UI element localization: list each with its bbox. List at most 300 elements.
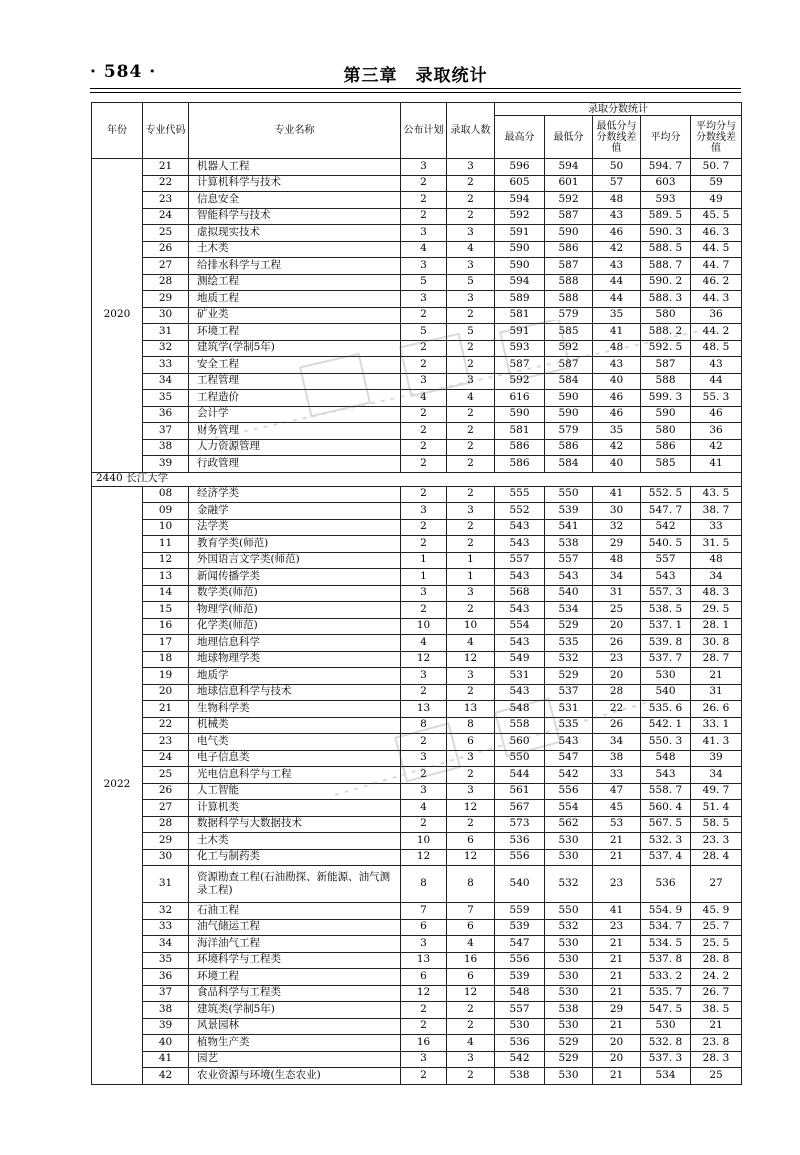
min-diff-cell: 20 [593,1035,641,1052]
min-diff-cell: 45 [593,800,641,817]
max-cell: 536 [495,1035,545,1052]
plan-cell: 1 [401,552,447,569]
min-diff-cell: 33 [593,767,641,784]
max-cell: 555 [495,486,545,503]
block-2020 [92,159,742,473]
max-cell: 548 [495,985,545,1002]
avg-cell: 537. 1 [641,618,691,635]
plan-cell: 3 [401,936,447,953]
avg-cell: 540. 5 [641,536,691,553]
min-cell: 584 [545,373,593,390]
avg-diff-cell: 59 [691,175,742,192]
admit-cell: 2 [447,175,495,192]
min-cell: 587 [545,258,593,275]
chapter-title: 第三章 录取统计 [343,66,488,86]
block-2022 [92,486,742,1084]
code-cell: 23 [143,734,189,751]
avg-cell: 587 [641,357,691,374]
avg-cell: 534. 7 [641,919,691,936]
min-cell: 587 [545,357,593,374]
min-diff-cell: 47 [593,783,641,800]
avg-cell: 537. 7 [641,651,691,668]
avg-diff-cell: 46. 3 [691,225,742,242]
min-cell: 547 [545,750,593,767]
plan-cell: 5 [401,324,447,341]
max-cell: 560 [495,734,545,751]
max-cell: 542 [495,1051,545,1068]
min-cell: 530 [545,985,593,1002]
table-row [92,651,742,668]
code-cell: 25 [143,225,189,242]
code-cell: 28 [143,816,189,833]
table-row [92,340,742,357]
code-cell: 26 [143,241,189,258]
plan-cell: 2 [401,423,447,440]
min-cell: 530 [545,1018,593,1035]
code-cell: 31 [143,324,189,341]
avg-diff-cell: 51. 4 [691,800,742,817]
name-cell: 环境科学与工程类 [189,952,401,969]
max-cell: 590 [495,406,545,423]
avg-cell: 558. 7 [641,783,691,800]
admit-cell: 6 [447,734,495,751]
min-diff-cell: 34 [593,734,641,751]
avg-cell: 592. 5 [641,340,691,357]
plan-cell: 2 [401,519,447,536]
plan-cell: 2 [401,307,447,324]
table-row [92,225,742,242]
max-cell: 543 [495,684,545,701]
max-cell: 530 [495,1018,545,1035]
name-cell: 生物科学类 [189,701,401,718]
avg-diff-cell: 21 [691,1018,742,1035]
score-group-header: 录取分数统计 [495,103,742,116]
table-row [92,1068,742,1085]
avg-diff-cell: 28. 8 [691,952,742,969]
university-label [92,472,742,486]
plan-cell: 2 [401,684,447,701]
admit-cell: 12 [447,651,495,668]
name-cell: 虚拟现实技术 [189,225,401,242]
avg-cell: 552. 5 [641,486,691,503]
min-diff-cell: 42 [593,241,641,258]
min-cell: 601 [545,175,593,192]
max-cell: 544 [495,767,545,784]
min-cell: 588 [545,274,593,291]
col-min-diff-header: 最低分与分数线差值 [593,116,641,159]
name-cell: 测绘工程 [189,274,401,291]
table-row [92,635,742,652]
name-cell: 土木类 [189,241,401,258]
admit-cell: 2 [447,816,495,833]
code-cell: 17 [143,635,189,652]
name-cell: 建筑学(学制5年) [189,340,401,357]
table-row [92,439,742,456]
min-diff-cell: 21 [593,969,641,986]
admit-cell: 12 [447,800,495,817]
min-cell: 554 [545,800,593,817]
code-cell: 31 [143,866,189,903]
admit-cell: 2 [447,767,495,784]
admit-cell: 12 [447,985,495,1002]
avg-diff-cell: 23. 8 [691,1035,742,1052]
min-diff-cell: 31 [593,585,641,602]
min-diff-cell: 21 [593,833,641,850]
year-cell: 2022 [92,486,143,1084]
avg-cell: 530 [641,668,691,685]
min-cell: 539 [545,503,593,520]
min-cell: 542 [545,767,593,784]
avg-diff-cell: 46. 2 [691,274,742,291]
code-cell: 27 [143,800,189,817]
max-cell: 591 [495,324,545,341]
max-cell: 543 [495,519,545,536]
min-diff-cell: 41 [593,324,641,341]
avg-diff-cell: 45. 9 [691,903,742,920]
min-cell: 540 [545,585,593,602]
name-cell: 会计学 [189,406,401,423]
avg-diff-cell: 28. 3 [691,1051,742,1068]
min-cell: 529 [545,618,593,635]
admit-cell: 2 [447,307,495,324]
table-row [92,734,742,751]
table-row [92,800,742,817]
min-diff-cell: 46 [593,225,641,242]
avg-diff-cell: 36 [691,307,742,324]
avg-diff-cell: 21 [691,668,742,685]
col-min-header: 最低分 [545,116,593,159]
plan-cell: 12 [401,985,447,1002]
min-diff-cell: 26 [593,717,641,734]
table-row [92,324,742,341]
admit-cell: 2 [447,192,495,209]
name-cell: 安全工程 [189,357,401,374]
admit-cell: 2 [447,536,495,553]
table-row [92,849,742,866]
max-cell: 531 [495,668,545,685]
admit-cell: 3 [447,1051,495,1068]
name-cell: 风景园林 [189,1018,401,1035]
code-cell: 30 [143,849,189,866]
admit-cell: 6 [447,969,495,986]
admit-cell: 16 [447,952,495,969]
table-row [92,952,742,969]
admit-cell: 8 [447,717,495,734]
table-row [92,307,742,324]
plan-cell: 2 [401,767,447,784]
max-cell: 594 [495,192,545,209]
min-diff-cell: 46 [593,390,641,407]
min-cell: 590 [545,390,593,407]
avg-cell: 590. 3 [641,225,691,242]
avg-cell: 554. 9 [641,903,691,920]
table-row [92,423,742,440]
avg-cell: 560. 4 [641,800,691,817]
min-diff-cell: 25 [593,602,641,619]
min-diff-cell: 21 [593,936,641,953]
name-cell: 光电信息科学与工程 [189,767,401,784]
avg-cell: 580 [641,423,691,440]
avg-diff-cell: 25. 7 [691,919,742,936]
admit-cell: 3 [447,291,495,308]
table-row [92,668,742,685]
name-cell: 外国语言文学类(师范) [189,552,401,569]
name-cell: 土木类 [189,833,401,850]
table-row [92,816,742,833]
avg-diff-cell: 27 [691,866,742,903]
avg-diff-cell: 26. 6 [691,701,742,718]
name-cell: 工程管理 [189,373,401,390]
col-plan-header: 公布计划 [401,103,447,159]
plan-cell: 4 [401,241,447,258]
table-row [92,767,742,784]
max-cell: 586 [495,456,545,473]
code-cell: 18 [143,651,189,668]
min-cell: 534 [545,602,593,619]
name-cell: 地球信息科学与技术 [189,684,401,701]
table-row [92,903,742,920]
min-cell: 530 [545,936,593,953]
col-code-header: 专业代码 [143,103,189,159]
max-cell: 605 [495,175,545,192]
plan-cell: 2 [401,192,447,209]
avg-diff-cell: 29. 5 [691,602,742,619]
min-diff-cell: 53 [593,816,641,833]
min-diff-cell: 43 [593,208,641,225]
min-diff-cell: 21 [593,985,641,1002]
code-cell: 20 [143,684,189,701]
min-diff-cell: 43 [593,258,641,275]
name-cell: 矿业类 [189,307,401,324]
avg-diff-cell: 58. 5 [691,816,742,833]
code-cell: 19 [143,668,189,685]
min-diff-cell: 50 [593,159,641,176]
plan-cell: 4 [401,635,447,652]
min-cell: 556 [545,783,593,800]
plan-cell: 12 [401,849,447,866]
admit-cell: 2 [447,1018,495,1035]
avg-cell: 538. 5 [641,602,691,619]
code-cell: 30 [143,307,189,324]
max-cell: 568 [495,585,545,602]
avg-cell: 590. 2 [641,274,691,291]
admit-cell: 3 [447,783,495,800]
admit-cell: 10 [447,618,495,635]
avg-cell: 557. 3 [641,585,691,602]
plan-cell: 2 [401,734,447,751]
avg-cell: 548 [641,750,691,767]
min-cell: 557 [545,552,593,569]
min-cell: 588 [545,291,593,308]
avg-cell: 603 [641,175,691,192]
avg-diff-cell: 48. 3 [691,585,742,602]
col-avg-header: 平均分 [641,116,691,159]
code-cell: 29 [143,833,189,850]
max-cell: 581 [495,307,545,324]
name-cell: 法学类 [189,519,401,536]
plan-cell: 2 [401,536,447,553]
plan-cell: 2 [401,816,447,833]
code-cell: 37 [143,423,189,440]
avg-diff-cell: 46 [691,406,742,423]
table-row [92,406,742,423]
min-diff-cell: 48 [593,552,641,569]
code-cell: 13 [143,569,189,586]
page-number: · 584 · [90,62,157,82]
table-row [92,618,742,635]
avg-cell: 585 [641,456,691,473]
avg-cell: 590 [641,406,691,423]
plan-cell: 3 [401,258,447,275]
plan-cell: 3 [401,291,447,308]
avg-cell: 547. 5 [641,1002,691,1019]
avg-diff-cell: 49 [691,192,742,209]
min-diff-cell: 35 [593,307,641,324]
min-cell: 550 [545,486,593,503]
min-cell: 592 [545,192,593,209]
min-diff-cell: 20 [593,668,641,685]
min-cell: 592 [545,340,593,357]
plan-cell: 3 [401,783,447,800]
min-diff-cell: 21 [593,1068,641,1085]
avg-cell: 588. 2 [641,324,691,341]
code-cell: 35 [143,390,189,407]
avg-cell: 542 [641,519,691,536]
avg-cell: 599. 3 [641,390,691,407]
min-diff-cell: 40 [593,456,641,473]
page-header [90,56,741,86]
admit-cell: 2 [447,439,495,456]
table-row [92,1051,742,1068]
avg-diff-cell: 23. 3 [691,833,742,850]
name-cell: 化学类(师范) [189,618,401,635]
min-diff-cell: 23 [593,866,641,903]
name-cell: 财务管理 [189,423,401,440]
plan-cell: 2 [401,456,447,473]
plan-cell: 2 [401,1018,447,1035]
max-cell: 590 [495,258,545,275]
min-diff-cell: 26 [593,635,641,652]
header-rule [90,88,741,89]
avg-diff-cell: 48. 5 [691,340,742,357]
code-cell: 22 [143,175,189,192]
avg-diff-cell: 38. 7 [691,503,742,520]
avg-diff-cell: 36 [691,423,742,440]
code-cell: 36 [143,406,189,423]
max-cell: 561 [495,783,545,800]
table-row [92,585,742,602]
code-cell: 38 [143,439,189,456]
min-cell: 535 [545,635,593,652]
name-cell: 地球物理学类 [189,651,401,668]
plan-cell: 3 [401,585,447,602]
min-diff-cell: 48 [593,340,641,357]
table-row [92,919,742,936]
name-cell: 化工与制药类 [189,849,401,866]
admit-cell: 2 [447,406,495,423]
admit-cell: 4 [447,1035,495,1052]
max-cell: 558 [495,717,545,734]
name-cell: 食品科学与工程类 [189,985,401,1002]
admit-cell: 2 [447,208,495,225]
max-cell: 557 [495,552,545,569]
avg-diff-cell: 44 [691,373,742,390]
name-cell: 地质工程 [189,291,401,308]
max-cell: 543 [495,602,545,619]
max-cell: 590 [495,241,545,258]
code-cell: 11 [143,536,189,553]
table-row [92,985,742,1002]
avg-cell: 542. 1 [641,717,691,734]
min-cell: 579 [545,307,593,324]
max-cell: 554 [495,618,545,635]
max-cell: 616 [495,390,545,407]
min-cell: 587 [545,208,593,225]
admit-cell: 2 [447,357,495,374]
min-cell: 530 [545,849,593,866]
col-year-header: 年份 [92,103,143,159]
name-cell: 行政管理 [189,456,401,473]
max-cell: 596 [495,159,545,176]
avg-diff-cell: 45. 5 [691,208,742,225]
table-row [92,866,742,903]
avg-cell: 537. 8 [641,952,691,969]
name-cell: 给排水科学与工程 [189,258,401,275]
min-diff-cell: 44 [593,291,641,308]
plan-cell: 2 [401,208,447,225]
avg-cell: 557 [641,552,691,569]
table-row [92,241,742,258]
avg-cell: 536 [641,866,691,903]
table-row [92,192,742,209]
name-cell: 环境工程 [189,969,401,986]
avg-diff-cell: 25. 5 [691,936,742,953]
admit-cell: 4 [447,635,495,652]
name-cell: 机械类 [189,717,401,734]
code-cell: 32 [143,340,189,357]
plan-cell: 2 [401,175,447,192]
avg-cell: 532. 3 [641,833,691,850]
avg-diff-cell: 42 [691,439,742,456]
avg-diff-cell: 28. 4 [691,849,742,866]
min-diff-cell: 32 [593,519,641,536]
code-cell: 33 [143,357,189,374]
admit-cell: 1 [447,569,495,586]
avg-cell: 535. 7 [641,985,691,1002]
admit-cell: 5 [447,324,495,341]
university-row [92,472,742,486]
avg-cell: 586 [641,439,691,456]
name-cell: 园艺 [189,1051,401,1068]
plan-cell: 3 [401,503,447,520]
avg-diff-cell: 55. 3 [691,390,742,407]
admit-cell: 3 [447,585,495,602]
admit-cell: 7 [447,903,495,920]
min-cell: 594 [545,159,593,176]
min-diff-cell: 48 [593,192,641,209]
code-cell: 22 [143,717,189,734]
avg-diff-cell: 49. 7 [691,783,742,800]
code-cell: 21 [143,159,189,176]
table-row [92,503,742,520]
min-cell: 530 [545,952,593,969]
avg-cell: 588. 3 [641,291,691,308]
code-cell: 36 [143,969,189,986]
avg-cell: 535. 6 [641,701,691,718]
name-cell: 教育学类(师范) [189,536,401,553]
avg-diff-cell: 31 [691,684,742,701]
max-cell: 592 [495,208,545,225]
